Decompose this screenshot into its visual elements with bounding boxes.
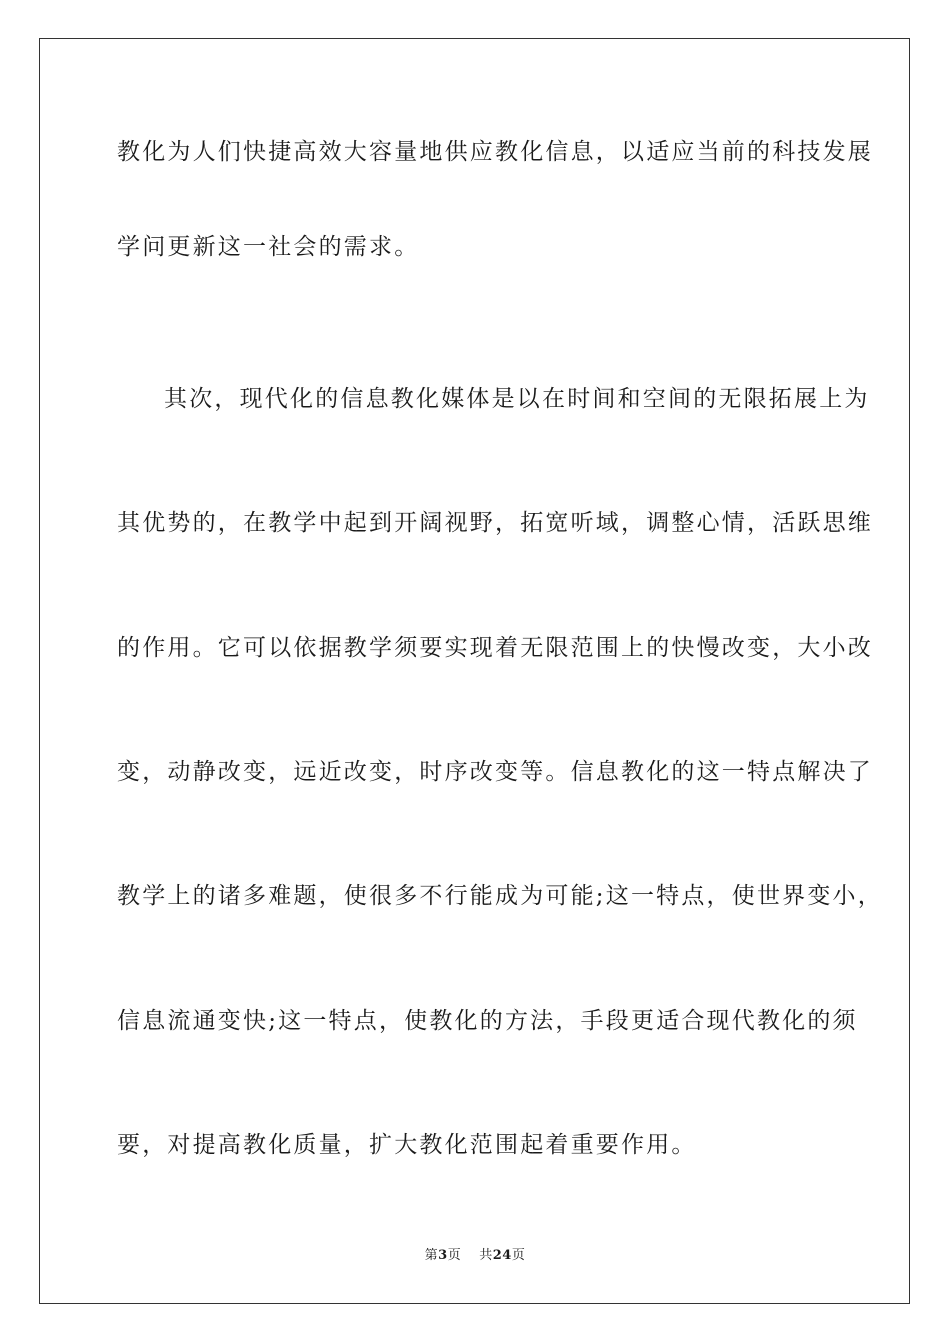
body-text-line-1: 教化为人们快捷高效大容量地供应教化信息，以适应当前的科技发展: [117, 139, 873, 165]
body-text-line-2: 学问更新这一社会的需求。: [117, 234, 420, 260]
body-text-line-7: 教学上的诸多难题，使很多不行能成为可能;这一特点，使世界变小，: [117, 883, 883, 909]
body-text-line-4: 其优势的，在教学中起到开阔视野，拓宽听域，调整心情，活跃思维: [117, 510, 873, 536]
body-text-line-5: 的作用。它可以依据教学须要实现着无限范围上的快慢改变，大小改: [117, 635, 873, 661]
total-prefix: 共: [479, 1248, 493, 1263]
page-prefix: 第: [424, 1248, 439, 1263]
page-footer: [0, 1247, 950, 1265]
body-text-line-3: 其次，现代化的信息教化媒体是以在时间和空间的无限拓展上为: [164, 386, 870, 412]
page-current: 3: [438, 1248, 448, 1263]
body-text-line-9: 要，对提高教化质量，扩大教化范围起着重要作用。: [117, 1132, 697, 1158]
page-total: 24: [492, 1248, 512, 1263]
page-suffix: 页: [447, 1248, 462, 1263]
page-frame: [39, 38, 910, 1304]
total-suffix: 页: [511, 1248, 526, 1263]
body-text-line-8: 信息流通变快;这一特点，使教化的方法，手段更适合现代教化的须: [117, 1008, 858, 1034]
body-text-line-6: 变，动静改变，远近改变，时序改变等。信息教化的这一特点解决了: [117, 759, 873, 785]
